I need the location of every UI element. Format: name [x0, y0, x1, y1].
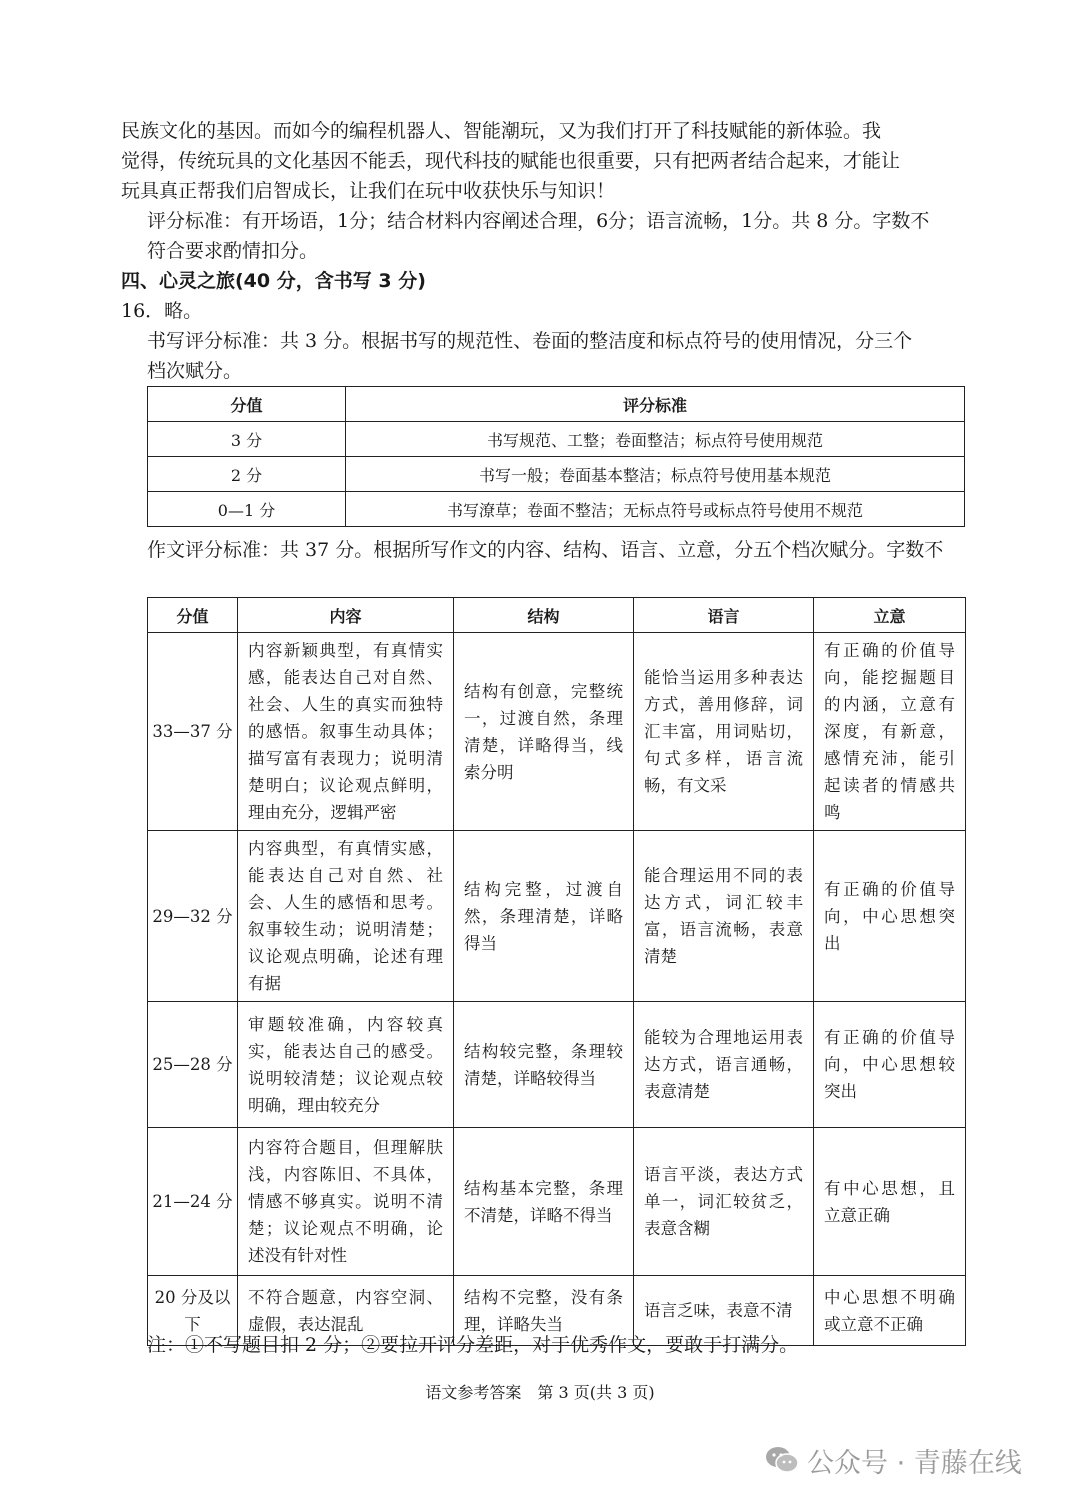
section-heading: 四、心灵之旅(40 分，含书写 3 分) [121, 270, 426, 292]
row-language: 能合理运用不同的表达方式，词汇较丰富，语言流畅，表意清楚 [634, 831, 814, 1002]
row-theme: 有中心思想，且立意正确 [814, 1128, 966, 1276]
row-criteria: 书写一般；卷面基本整洁；标点符号使用基本规范 [346, 457, 965, 492]
header-score: 分值 [148, 387, 346, 422]
row-score: 20 分及以下 [148, 1276, 238, 1346]
table-row [148, 1128, 966, 1276]
table-row [148, 633, 966, 831]
row-score: 25—28 分 [148, 1002, 238, 1128]
row-score: 29—32 分 [148, 831, 238, 1002]
watermark-text: 公众号 · 青藤在线 [807, 1447, 1022, 1479]
row-theme: 中心思想不明确或立意不正确 [814, 1276, 966, 1346]
header-score: 分值 [148, 598, 238, 633]
header-theme: 立意 [814, 598, 966, 633]
row-theme: 有正确的价值导向，能挖掘题目的内涵，立意有深度，有新意，感情充沛，能引起读者的情感共鸣 [814, 633, 966, 831]
row-content: 内容新颖典型，有真情实感，能表达自己对自然、社会、人生的真实而独特的感悟。叙事生动具体；描写富有表现力；说明清楚明白；议论观点鲜明，理由充分，逻辑严密 [238, 633, 454, 831]
row-content: 内容符合题目，但理解肤浅，内容陈旧、不具体，情感不够真实。说明不清楚；议论观点不明确，论述没有针对性 [238, 1128, 454, 1276]
wechat-icon [765, 1445, 799, 1475]
header-language: 语言 [634, 598, 814, 633]
table-header-row [148, 598, 966, 633]
row-structure: 结构较完整，条理较清楚，详略较得当 [454, 1002, 634, 1128]
table-row [148, 1002, 966, 1128]
row-score: 2 分 [148, 457, 346, 492]
table-row [148, 422, 965, 457]
header-content: 内容 [238, 598, 454, 633]
row-structure: 结构不完整，没有条理，详略失当 [454, 1276, 634, 1346]
scoring-note-line-1: 评分标准：有开场语，1分；结合材料内容阐述合理，6分；语言流畅，1分。共 8 分。字数不 [147, 210, 930, 232]
table-header-row [148, 387, 965, 422]
row-criteria: 书写潦草；卷面不整洁；无标点符号或标点符号使用不规范 [346, 492, 965, 527]
table-row [148, 831, 966, 1002]
writing-intro-line-2: 档次赋分。 [147, 360, 243, 382]
header-criteria: 评分标准 [346, 387, 965, 422]
row-content: 内容典型，有真情实感，能表达自己对自然、社会、人生的感悟和思考。叙事较生动；说明清楚；议论观点明确，论述有理有据 [238, 831, 454, 1002]
row-language: 能恰当运用多种表达方式，善用修辞，词汇丰富，用词贴切，句式多样，语言流畅，有文采 [634, 633, 814, 831]
row-content: 审题较准确，内容较真实，能表达自己的感受。说明较清楚；议论观点较明确，理由较充分 [238, 1002, 454, 1128]
row-structure: 结构基本完整，条理不清楚，详略不得当 [454, 1128, 634, 1276]
essay-intro: 作文评分标准：共 37 分。根据所写作文的内容、结构、语言、立意，分五个档次赋分。字数不 [147, 539, 944, 561]
watermark [765, 1440, 1022, 1480]
row-content: 不符合题意，内容空洞、虚假，表达混乱 [238, 1276, 454, 1346]
row-language: 能较为合理地运用表达方式，语言通畅，表意清楚 [634, 1002, 814, 1128]
row-structure: 结构有创意，完整统一，过渡自然，条理清楚，详略得当，线索分明 [454, 633, 634, 831]
grading-note: 注：①不写题目扣 2 分；②要拉开评分差距，对于优秀作文，要敢于打满分。 [147, 1334, 799, 1356]
page-footer: 语文参考答案 第 3 页(共 3 页) [425, 1383, 655, 1402]
row-criteria: 书写规范、工整；卷面整洁；标点符号使用规范 [346, 422, 965, 457]
row-score: 0—1 分 [148, 492, 346, 527]
question-label: 16．略。 [121, 300, 203, 322]
row-theme: 有正确的价值导向，中心思想突出 [814, 831, 966, 1002]
writing-intro-line-1: 书写评分标准：共 3 分。根据书写的规范性、卷面的整洁度和标点符号的使用情况，分三个 [147, 330, 913, 352]
intro-line-3: 玩具真正帮我们启智成长，让我们在玩中收获快乐与知识！ [121, 180, 616, 202]
writing-score-table [147, 386, 965, 527]
row-score: 33—37 分 [148, 633, 238, 831]
row-theme: 有正确的价值导向，中心思想较突出 [814, 1002, 966, 1128]
table-row [148, 457, 965, 492]
header-structure: 结构 [454, 598, 634, 633]
intro-line-2: 觉得，传统玩具的文化基因不能丢，现代科技的赋能也很重要，只有把两者结合起来，才能让 [121, 150, 901, 172]
row-language: 语言乏味，表意不清 [634, 1276, 814, 1346]
essay-score-table [147, 597, 966, 1346]
table-row [148, 492, 965, 527]
row-score: 21—24 分 [148, 1128, 238, 1276]
scoring-note-line-2: 符合要求酌情扣分。 [147, 240, 319, 262]
row-language: 语言平淡，表达方式单一，词汇较贫乏，表意含糊 [634, 1128, 814, 1276]
intro-line-1: 民族文化的基因。而如今的编程机器人、智能潮玩，又为我们打开了科技赋能的新体验。我 [121, 120, 882, 142]
row-score: 3 分 [148, 422, 346, 457]
row-structure: 结构完整，过渡自然，条理清楚，详略得当 [454, 831, 634, 1002]
